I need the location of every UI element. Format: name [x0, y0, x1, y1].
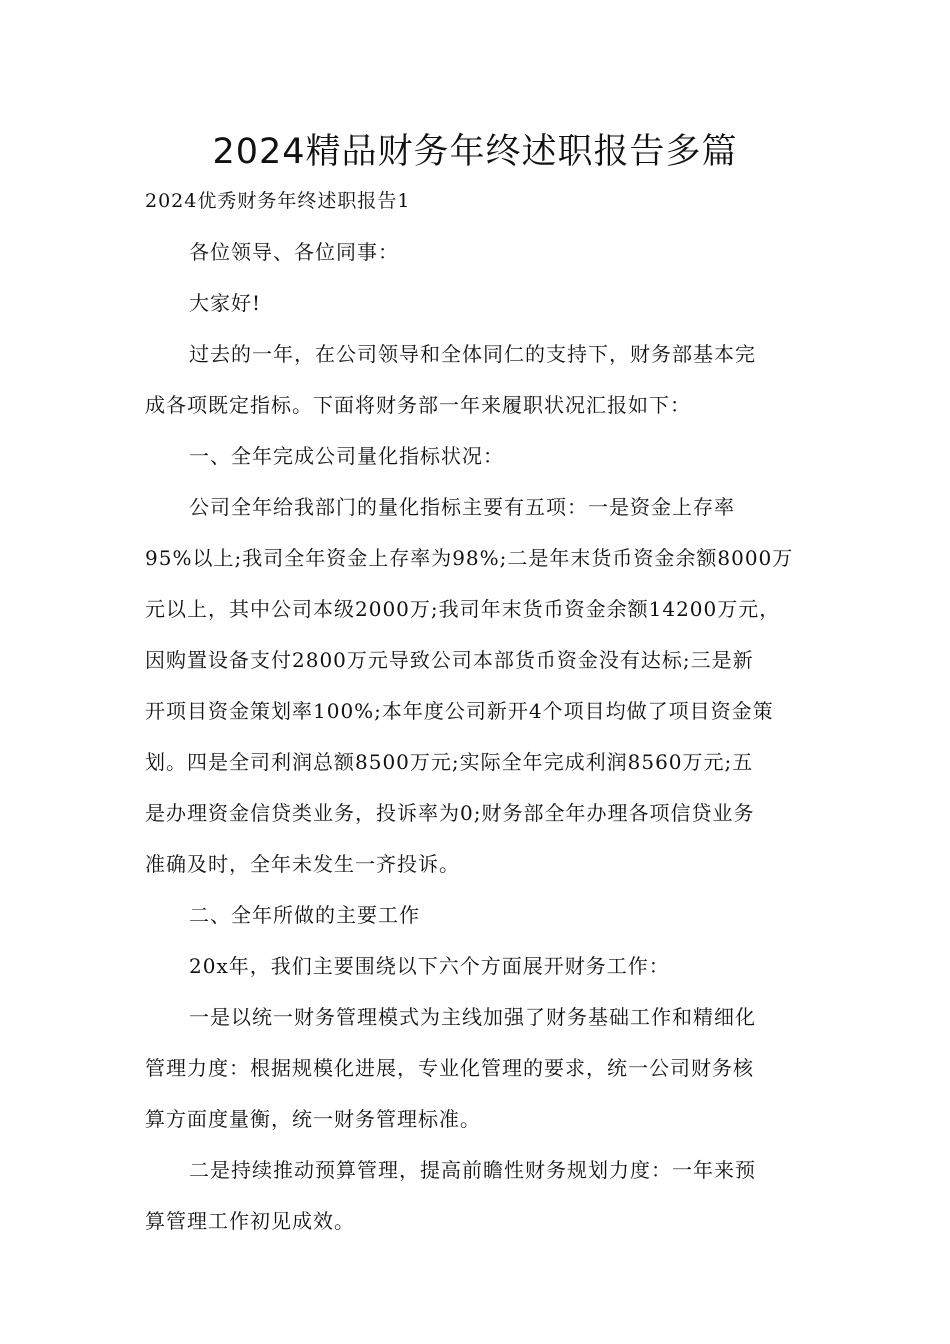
paragraph-item-1 — [145, 1000, 825, 1136]
document-subtitle — [145, 184, 825, 218]
document-title: 2024精品财务年终述职报告多篇 — [212, 132, 738, 172]
paragraph-line: 公司全年给我部门的量化指标主要有五项：一是资金上存率 — [189, 495, 735, 519]
paragraph-line: 20x年，我们主要围绕以下六个方面展开财务工作： — [189, 954, 670, 978]
section-heading-2 — [145, 898, 825, 932]
paragraph-line: 算方面度量衡，统一财务管理标准。 — [145, 1107, 481, 1131]
paragraph-line: 是办理资金信贷类业务，投诉率为0;财务部全年办理各项信贷业务 — [145, 801, 755, 825]
paragraph-line: 因购置设备支付2800万元导致公司本部货币资金没有达标;三是新 — [145, 648, 754, 672]
paragraph-line: 一是以统一财务管理模式为主线加强了财务基础工作和精细化 — [189, 1005, 756, 1029]
paragraph-indicators — [145, 490, 825, 881]
paragraph-focus — [145, 949, 825, 983]
paragraph-line: 管理力度：根据规模化进展，专业化管理的要求，统一公司财务核 — [145, 1056, 754, 1080]
paragraph-line: 各位领导、各位同事： — [189, 240, 399, 264]
paragraph-line: 成各项既定指标。下面将财务部一年来履职状况汇报如下： — [145, 393, 691, 417]
section-heading-1 — [145, 439, 825, 473]
paragraph-intro — [145, 337, 825, 422]
paragraph-line: 二是持续推动预算管理，提高前瞻性财务规划力度：一年来预 — [189, 1158, 756, 1182]
paragraph-line: 元以上，其中公司本级2000万;我司年末货币资金余额14200万元， — [145, 597, 781, 621]
subtitle-line: 2024优秀财务年终述职报告1 — [145, 190, 411, 212]
paragraph-line: 过去的一年，在公司领导和全体同仁的支持下，财务部基本完 — [189, 342, 756, 366]
paragraph-greeting — [145, 286, 825, 320]
paragraph-line: 划。四是全司利润总额8500万元;实际全年完成利润8560万元;五 — [145, 750, 754, 774]
paragraph-line: 95%以上;我司全年资金上存率为98%;二是年末货币资金余额8000万 — [145, 546, 794, 570]
paragraph-line: 一、全年完成公司量化指标状况： — [189, 444, 504, 468]
paragraph-item-2 — [145, 1153, 825, 1238]
paragraph-line: 准确及时，全年未发生一齐投诉。 — [145, 852, 460, 876]
paragraph-salutation — [145, 235, 825, 269]
paragraph-line: 大家好! — [189, 291, 262, 315]
paragraph-line: 开项目资金策划率100%;本年度公司新开4个项目均做了项目资金策 — [145, 699, 774, 723]
paragraph-line: 二、全年所做的主要工作 — [189, 903, 420, 927]
document-body — [145, 184, 825, 1255]
paragraph-line: 算管理工作初见成效。 — [145, 1209, 355, 1233]
